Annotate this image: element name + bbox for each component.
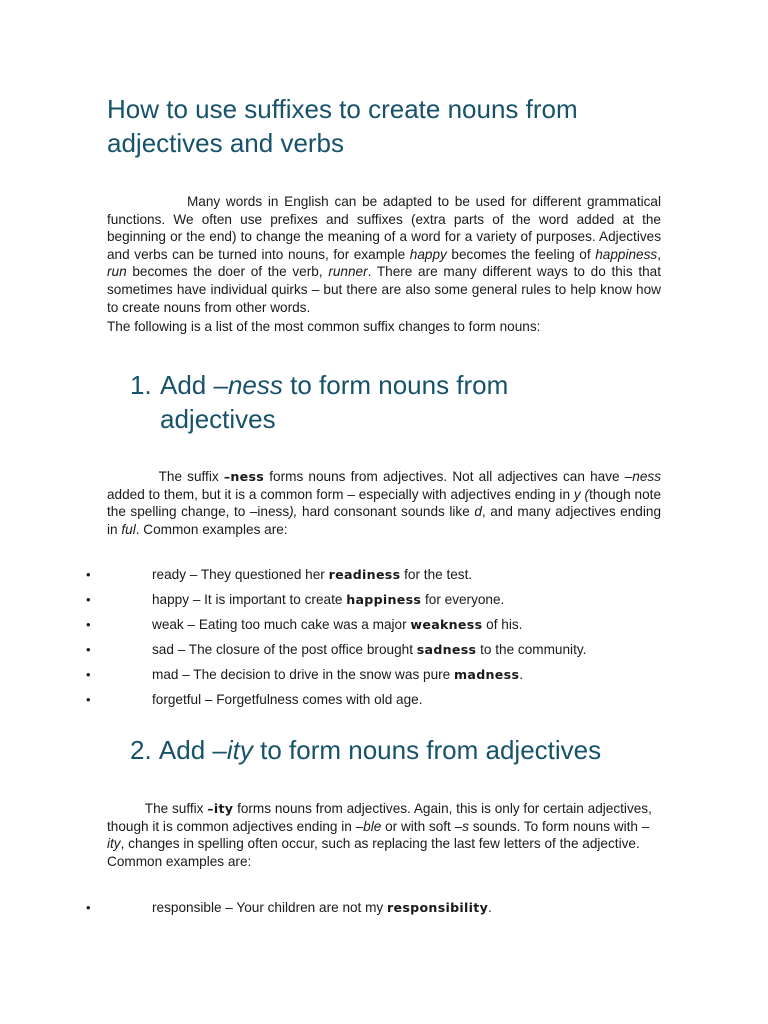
- example-noun: responsibility: [387, 900, 489, 915]
- para-italic: ity: [107, 836, 121, 852]
- example-text: weak – Eating too much cake was a major: [152, 617, 411, 632]
- intro-text: becomes the feeling of: [446, 246, 596, 262]
- para-text: . Common examples are:: [135, 521, 288, 537]
- intro-text: ,: [657, 246, 661, 262]
- section-1-examples: [0, 566, 768, 716]
- example-text: to the community.: [476, 642, 587, 657]
- section-heading-text: Add –: [158, 735, 227, 765]
- example-text: .: [488, 900, 492, 915]
- list-item: [0, 691, 768, 716]
- para-text: hard consonant sounds like: [297, 504, 475, 520]
- list-intro-line: The following is a list of the most common suffix changes to form nouns:: [107, 319, 541, 334]
- intro-example: runner: [328, 264, 368, 280]
- page-title: How to use suffixes to create nouns from adjectives and verbs: [107, 94, 578, 158]
- section-number: 1.: [130, 370, 152, 400]
- bullet-icon: •: [86, 667, 91, 682]
- example-text: forgetful – Forgetfulness comes with old age.: [152, 692, 423, 707]
- section-suffix: ity: [226, 735, 253, 765]
- example-text: ready – They questioned her: [152, 567, 329, 582]
- para-text: , and many adjectives ending in: [107, 504, 662, 537]
- intro-text: Many words in English can be adapted to be used for different grammatical functions. We often use prefixes and suffixes (extra parts of the word added at the beginning or the end) to change the meaning of a word for a variety of purposes. Adjectives and verbs can be turned into nouns, for example: [107, 194, 661, 262]
- intro-text: . There are many different ways to do this that sometimes have individual quirks – but there are also some general rules to help know how to create nouns from other words.: [107, 264, 661, 315]
- para-italic: s: [462, 818, 469, 834]
- bullet-icon: •: [86, 617, 91, 632]
- intro-example: run: [107, 264, 127, 280]
- section-1-paragraph: [107, 468, 661, 538]
- list-item: [0, 566, 768, 591]
- example-text: sad – The closure of the post office brought: [152, 642, 417, 657]
- para-bold-suffix: –ity: [207, 801, 234, 816]
- para-text: added to them, but it is a common form – especially with adjectives ending in: [107, 486, 574, 502]
- section-heading-text: Add –: [160, 370, 228, 400]
- list-item: [0, 666, 768, 691]
- list-item: [0, 641, 768, 666]
- section-heading-text: adjectives: [160, 404, 276, 434]
- example-noun: madness: [454, 667, 520, 682]
- example-text: mad – The decision to drive in the snow was pure: [152, 667, 454, 682]
- section-number: 2.: [130, 735, 152, 765]
- intro-text: becomes the doer of the verb,: [126, 264, 329, 280]
- example-text: for everyone.: [421, 592, 505, 607]
- section-2-examples: [0, 899, 768, 924]
- intro-example: happiness: [595, 246, 658, 262]
- section-2-indent: [107, 801, 145, 816]
- para-text: sounds. To form nouns with –: [468, 818, 650, 834]
- section-suffix: ness: [227, 370, 283, 400]
- intro-indent: [107, 194, 187, 209]
- intro-example: happy: [409, 246, 447, 262]
- para-italic: ble: [363, 818, 382, 834]
- para-text: forms nouns from adjectives. Again, this is only for certain adjectives, though it is common adjectives ending in –: [107, 801, 652, 834]
- bullet-icon: •: [86, 642, 91, 657]
- para-text: or with soft –: [381, 818, 463, 834]
- example-noun: readiness: [328, 567, 401, 582]
- para-bold-suffix: –ness: [223, 469, 265, 484]
- para-text: , changes in spelling often occur, such as replacing the last few letters of the adjective. Common examples are:: [107, 836, 640, 869]
- example-noun: happiness: [346, 592, 422, 607]
- section-heading-text: to form nouns from adjectives: [252, 735, 602, 765]
- para-italic: ful: [121, 521, 136, 537]
- bullet-icon: •: [86, 567, 91, 582]
- example-text: of his.: [482, 617, 523, 632]
- list-item: [0, 899, 768, 924]
- list-item: [0, 616, 768, 641]
- bullet-icon: •: [86, 692, 91, 707]
- para-text: though note the spelling change, to –iness: [107, 486, 662, 520]
- para-italic: d: [474, 504, 482, 520]
- list-item: [0, 591, 768, 616]
- example-noun: weakness: [410, 617, 483, 632]
- para-italic: ness: [632, 469, 661, 484]
- section-2-heading: [130, 733, 730, 767]
- para-text: The suffix: [158, 469, 224, 484]
- para-italic: ),: [289, 504, 298, 520]
- section-1-heading: [130, 368, 690, 436]
- intro-paragraph: [107, 193, 661, 316]
- bullet-icon: •: [86, 592, 91, 607]
- para-text: forms nouns from adjectives. Not all adjectives can have –: [264, 469, 633, 484]
- para-italic: y (: [573, 486, 590, 502]
- example-noun: sadness: [416, 642, 477, 657]
- section-heading-text: to form nouns from: [282, 370, 509, 400]
- bullet-icon: •: [86, 900, 91, 915]
- example-text: happy – It is important to create: [152, 592, 347, 607]
- section-2-paragraph: [107, 800, 661, 870]
- example-text: for the test.: [400, 567, 473, 582]
- example-text: responsible – Your children are not my: [152, 900, 388, 915]
- para-text: The suffix: [144, 801, 208, 816]
- example-text: .: [519, 667, 524, 682]
- section-1-indent: [107, 469, 159, 484]
